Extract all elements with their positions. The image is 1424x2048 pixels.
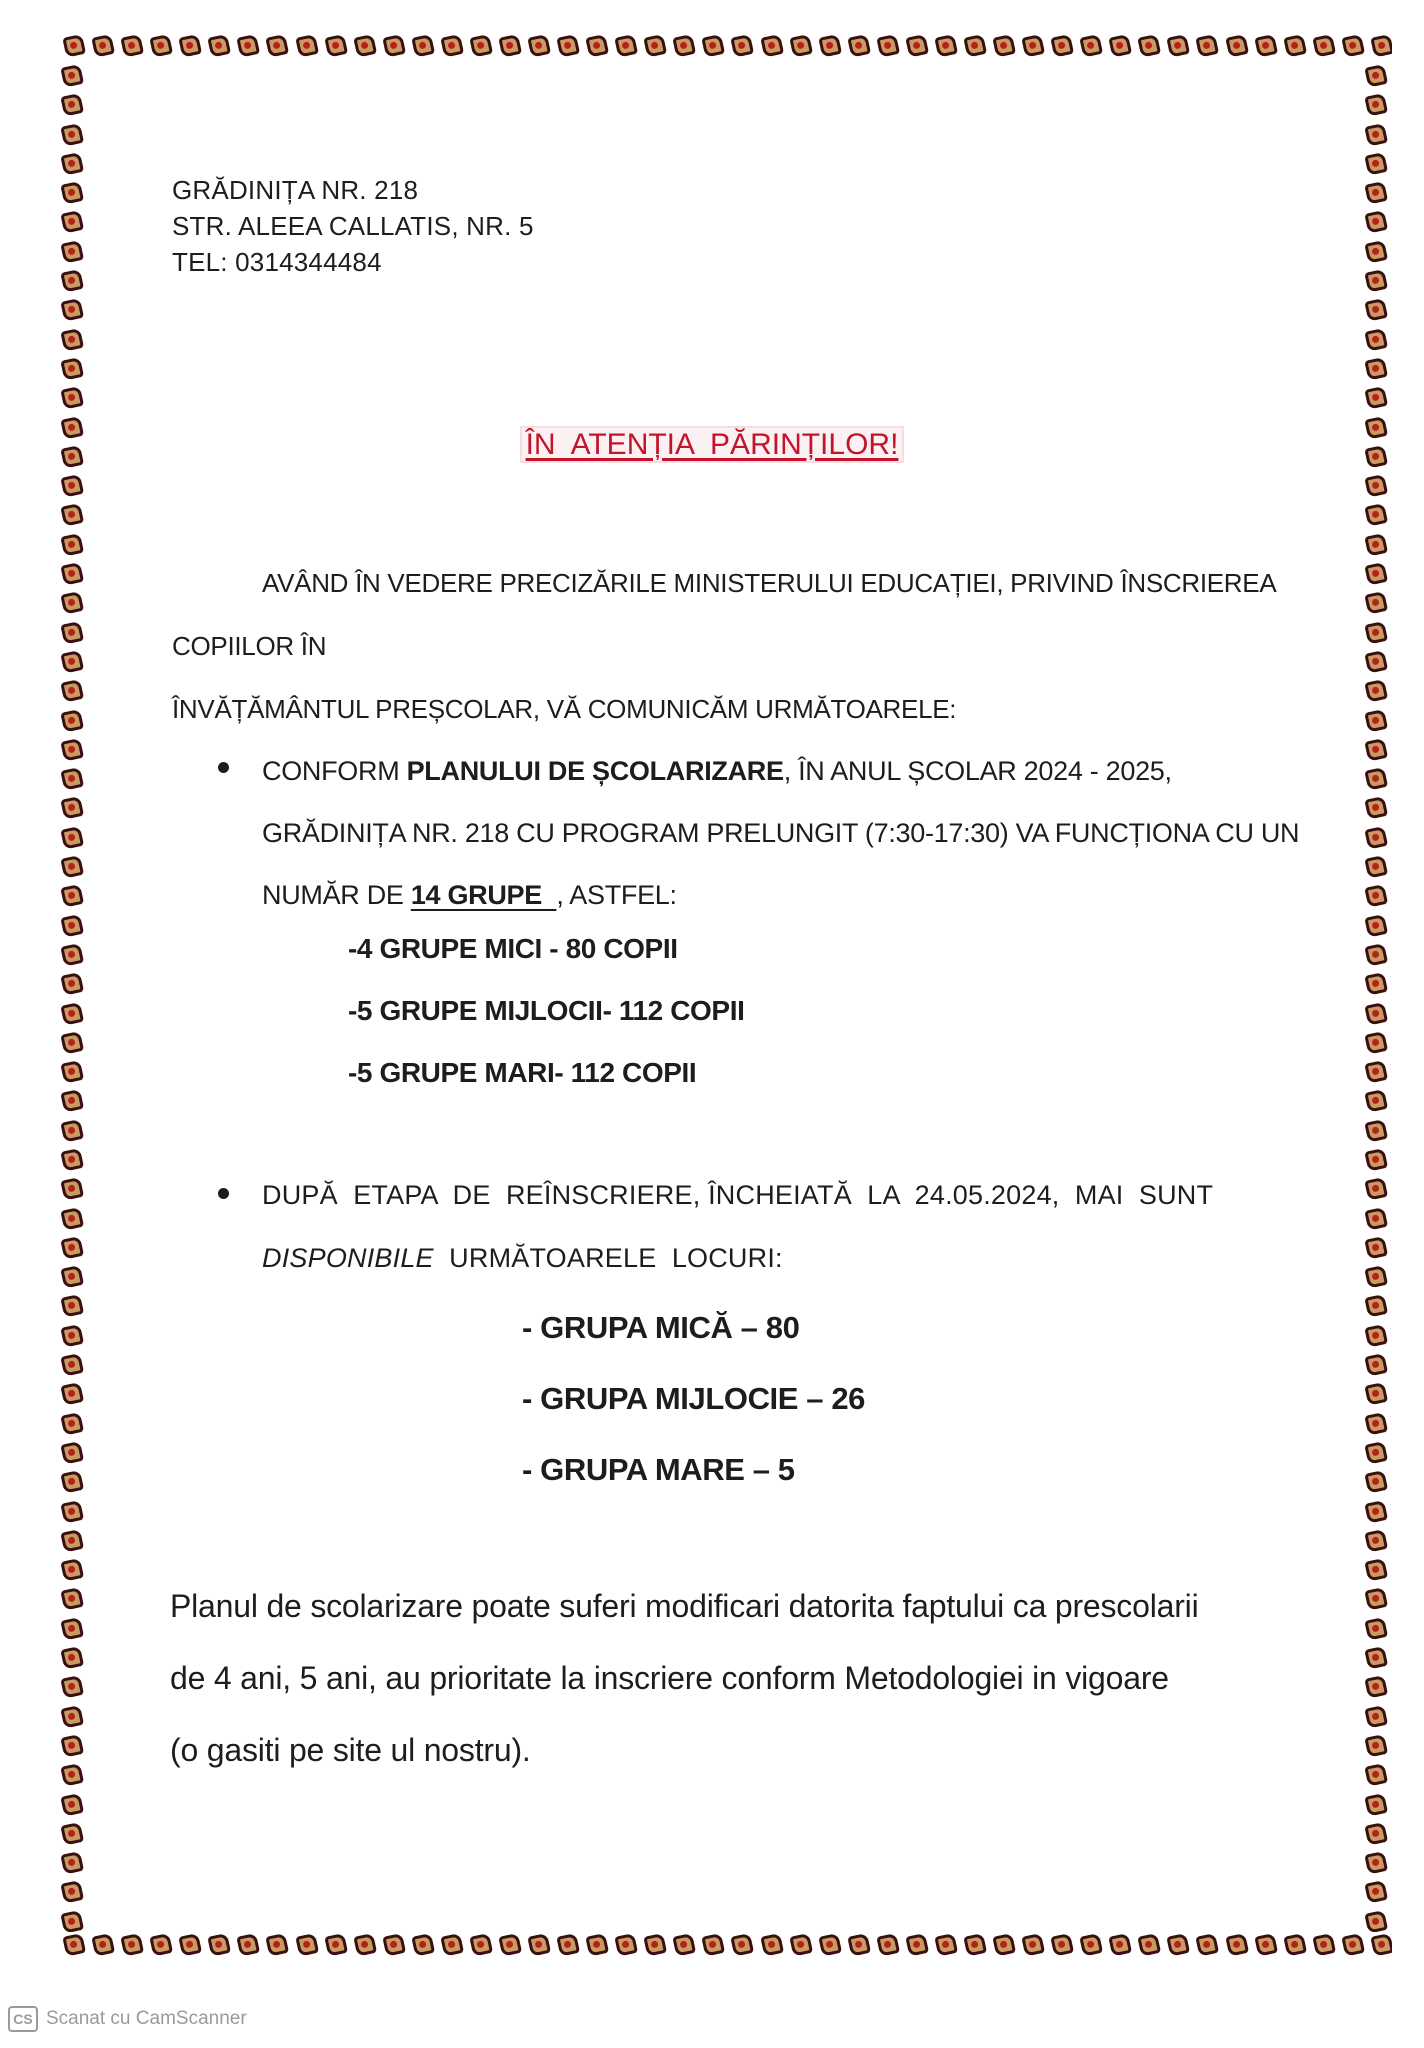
flower-border-ornament-icon [1364,150,1388,176]
flower-border-ornament-icon [903,1933,929,1957]
flower-border-ornament-icon [176,1933,202,1957]
kindergarten-phone: TEL: 0314344484 [172,247,382,277]
flower-border-ornament-icon [89,34,115,58]
flower-border-ornament-icon [60,326,84,352]
flower-border-ornament-icon [1368,34,1392,58]
flower-border-ornament-icon [60,179,84,205]
flower-border-ornament-icon [1364,1029,1388,1055]
flower-border-ornament-icon [1364,912,1388,938]
flower-border-ornament-icon [1364,941,1388,967]
flower-border-ornament-icon [60,1087,84,1113]
flower-border-ornament-icon [234,34,260,58]
flower-border-ornament-icon [1364,1468,1388,1494]
flower-border-ornament-icon [1339,1933,1365,1957]
flower-border-ornament-icon [1364,765,1388,791]
flower-border-ornament-icon [1364,1234,1388,1260]
flower-border-ornament-icon [1364,677,1388,703]
flower-border-ornament-icon [990,34,1016,58]
flower-border-ornament-icon [845,1933,871,1957]
flower-border-ornament-icon [60,589,84,615]
flower-border-ornament-icon [1193,1933,1219,1957]
flower-border-ornament-icon [322,1933,348,1957]
flower-border-ornament-icon [60,648,84,674]
flower-border-ornament-icon [60,970,84,996]
camscanner-watermark [8,2006,247,2032]
flower-border-ornament-icon [60,824,84,850]
intro-paragraph [172,552,1312,741]
flower-border-ornament-icon [60,853,84,879]
flower-border-ornament-icon [409,1933,435,1957]
flower-border-ornament-icon [60,1234,84,1260]
flower-border-ornament-icon [1281,34,1307,58]
flower-border-ornament-icon [1364,121,1388,147]
flower-border-ornament-icon [292,34,318,58]
flower-border-ornament-icon [1364,1908,1388,1932]
flower-border-ornament-icon [1222,34,1248,58]
footer-note-line-1: Planul de scolarizare poate suferi modificari datorita faptului ca prescolarii [170,1588,1199,1624]
flower-border-ornament-icon [60,1498,84,1524]
flower-border-ornament-icon [60,912,84,938]
flower-border-ornament-icon [292,1933,318,1957]
flower-border-ornament-icon [757,1933,783,1957]
flower-border-ornament-icon [118,34,144,58]
flower-border-ornament-icon [961,1933,987,1957]
flower-border-ornament-icon [60,238,84,264]
flower-border-ornament-icon [1310,1933,1336,1957]
flower-border-ornament-icon [60,1761,84,1787]
kindergarten-address: STR. ALEEA CALLATIS, NR. 5 [172,211,534,241]
flower-border-ornament-icon [1364,1292,1388,1318]
group-list-item: -4 GRUPE MICI - 80 COPII [348,933,678,964]
flower-border-ornament-icon [1364,824,1388,850]
footer-note [170,1570,1330,1786]
flower-border-ornament-icon [496,34,522,58]
flower-border-ornament-icon [1364,1146,1388,1172]
flower-border-ornament-icon [409,34,435,58]
flower-border-ornament-icon [60,64,84,88]
flower-border-ornament-icon [1019,1933,1045,1957]
flower-border-ornament-icon [816,34,842,58]
flower-border-ornament-icon [1364,736,1388,762]
flower-border-ornament-icon [438,34,464,58]
bullet2-italic-word: DISPONIBILE [262,1243,434,1273]
flower-border-ornament-icon [1364,706,1388,732]
flower-border-ornament-icon [60,150,84,176]
flower-border-ornament-icon [1164,1933,1190,1957]
decorative-border-top [62,34,1392,64]
group-list-item: -5 GRUPE MIJLOCII- 112 COPII [348,995,745,1026]
flower-border-ornament-icon [1364,1498,1388,1524]
flower-border-ornament-icon [932,34,958,58]
flower-border-ornament-icon [496,1933,522,1957]
flower-border-ornament-icon [1164,34,1190,58]
flower-border-ornament-icon [60,1058,84,1084]
flower-border-ornament-icon [60,1790,84,1816]
flower-border-ornament-icon [62,1933,86,1957]
group-list [348,918,744,1104]
bullet-school-plan [262,740,1322,926]
flower-border-ornament-icon [263,1933,289,1957]
flower-border-ornament-icon [60,1117,84,1143]
flower-border-ornament-icon [932,1933,958,1957]
flower-border-ornament-icon [1364,1175,1388,1201]
flower-border-ornament-icon [60,1556,84,1582]
flower-border-ornament-icon [60,1527,84,1553]
flower-border-ornament-icon [60,1732,84,1758]
available-place-item: - GRUPA MIJLOCIE – 26 [522,1381,865,1416]
available-places-list [522,1292,865,1505]
flower-border-ornament-icon [1364,1351,1388,1377]
flower-border-ornament-icon [60,472,84,498]
flower-border-ornament-icon [60,1615,84,1641]
flower-border-ornament-icon [1364,1410,1388,1436]
flower-border-ornament-icon [1077,34,1103,58]
bullet2-line-2 [262,1227,1322,1290]
flower-border-ornament-icon [60,794,84,820]
watermark-text: Scanat cu CamScanner [46,2008,247,2029]
kindergarten-header [172,172,534,280]
decorative-border-right [1364,64,1394,1932]
flower-border-ornament-icon [176,34,202,58]
flower-border-ornament-icon [60,267,84,293]
flower-border-ornament-icon [1364,208,1388,234]
flower-border-ornament-icon [641,34,667,58]
flower-border-ornament-icon [351,34,377,58]
bullet1-prefix: CONFORM [262,756,407,786]
flower-border-ornament-icon [1364,589,1388,615]
flower-border-ornament-icon [1364,1849,1388,1875]
flower-border-ornament-icon [60,384,84,410]
flower-border-ornament-icon [525,1933,551,1957]
flower-border-ornament-icon [1310,34,1336,58]
flower-border-ornament-icon [1364,1205,1388,1231]
flower-border-ornament-icon [60,765,84,791]
flower-border-ornament-icon [1077,1933,1103,1957]
intro-line-2: ÎNVĂȚĂMÂNTUL PREȘCOLAR, VĂ COMUNICĂM URMĂTOARELE: [172,694,957,724]
flower-border-ornament-icon [1135,1933,1161,1957]
flower-border-ornament-icon [60,1673,84,1699]
flower-border-ornament-icon [903,34,929,58]
flower-border-ornament-icon [60,1351,84,1377]
flower-border-ornament-icon [728,34,754,58]
bullet-dot-icon [218,762,229,773]
flower-border-ornament-icon [1364,179,1388,205]
flower-border-ornament-icon [1364,1790,1388,1816]
flower-border-ornament-icon [1019,34,1045,58]
flower-border-ornament-icon [874,1933,900,1957]
flower-border-ornament-icon [1364,501,1388,527]
flower-border-ornament-icon [1364,999,1388,1025]
flower-border-ornament-icon [467,1933,493,1957]
flower-border-ornament-icon [60,91,84,117]
flower-border-ornament-icon [1364,1761,1388,1787]
bullet1-line-2: GRĂDINIȚA NR. 218 CU PROGRAM PRELUNGIT (7:30-17:30) VA FUNCȚIONA CU UN [262,818,1300,848]
flower-border-ornament-icon [147,34,173,58]
flower-border-ornament-icon [1364,1322,1388,1348]
flower-border-ornament-icon [60,560,84,586]
bullet-dot-icon [218,1188,229,1199]
flower-border-ornament-icon [1364,1058,1388,1084]
flower-border-ornament-icon [1364,560,1388,586]
flower-border-ornament-icon [60,1439,84,1465]
bullet1-line3-suffix: , ASTFEL: [556,880,677,910]
flower-border-ornament-icon [990,1933,1016,1957]
flower-border-ornament-icon [62,34,86,58]
flower-border-ornament-icon [554,34,580,58]
flower-border-ornament-icon [583,34,609,58]
flower-border-ornament-icon [60,1146,84,1172]
flower-border-ornament-icon [670,1933,696,1957]
kindergarten-name: GRĂDINIȚA NR. 218 [172,175,419,205]
flower-border-ornament-icon [1364,91,1388,117]
flower-border-ornament-icon [1364,1087,1388,1113]
flower-border-ornament-icon [787,1933,813,1957]
flower-border-ornament-icon [1364,1644,1388,1670]
flower-border-ornament-icon [1368,1933,1392,1957]
flower-border-ornament-icon [1364,267,1388,293]
flower-border-ornament-icon [60,1849,84,1875]
flower-border-ornament-icon [1364,472,1388,498]
flower-border-ornament-icon [1106,1933,1132,1957]
flower-border-ornament-icon [699,34,725,58]
flower-border-ornament-icon [1364,794,1388,820]
flower-border-ornament-icon [147,1933,173,1957]
flower-border-ornament-icon [438,1933,464,1957]
flower-border-ornament-icon [1364,1615,1388,1641]
flower-border-ornament-icon [554,1933,580,1957]
bullet1-line3-prefix: NUMĂR DE [262,880,411,910]
flower-border-ornament-icon [60,1410,84,1436]
flower-border-ornament-icon [1364,238,1388,264]
flower-border-ornament-icon [234,1933,260,1957]
flower-border-ornament-icon [60,1878,84,1904]
flower-border-ornament-icon [641,1933,667,1957]
flower-border-ornament-icon [1048,1933,1074,1957]
flower-border-ornament-icon [1106,34,1132,58]
flower-border-ornament-icon [322,34,348,58]
flower-border-ornament-icon [60,1322,84,1348]
flower-border-ornament-icon [1252,34,1278,58]
flower-border-ornament-icon [205,34,231,58]
flower-border-ornament-icon [60,1292,84,1318]
flower-border-ornament-icon [1364,1703,1388,1729]
flower-border-ornament-icon [60,999,84,1025]
flower-border-ornament-icon [205,1933,231,1957]
flower-border-ornament-icon [1364,1527,1388,1553]
flower-border-ornament-icon [1339,34,1365,58]
footer-note-line-2: de 4 ani, 5 ani, au prioritate la inscriere conform Metodologiei in vigoare [170,1660,1169,1696]
bullet1-bold-phrase: PLANULUI DE ȘCOLARIZARE [406,756,784,786]
flower-border-ornament-icon [467,34,493,58]
group-count: 14 GRUPE [410,880,557,910]
flower-border-ornament-icon [699,1933,725,1957]
flower-border-ornament-icon [1364,853,1388,879]
flower-border-ornament-icon [60,706,84,732]
flower-border-ornament-icon [1252,1933,1278,1957]
flower-border-ornament-icon [60,1380,84,1406]
flower-border-ornament-icon [583,1933,609,1957]
flower-border-ornament-icon [380,1933,406,1957]
flower-border-ornament-icon [60,1644,84,1670]
flower-border-ornament-icon [60,1175,84,1201]
flower-border-ornament-icon [612,1933,638,1957]
flower-border-ornament-icon [60,677,84,703]
flower-border-ornament-icon [525,34,551,58]
flower-border-ornament-icon [1364,1732,1388,1758]
flower-border-ornament-icon [60,1263,84,1289]
flower-border-ornament-icon [1222,1933,1248,1957]
flower-border-ornament-icon [845,34,871,58]
bullet2-line2-suffix: URMĂTOARELE LOCURI: [433,1243,783,1273]
bullet-available-places [262,1164,1322,1290]
available-place-item: - GRUPA MARE – 5 [522,1452,795,1487]
flower-border-ornament-icon [1364,1263,1388,1289]
flower-border-ornament-icon [60,208,84,234]
flower-border-ornament-icon [60,355,84,381]
flower-border-ornament-icon [1364,326,1388,352]
intro-line-1: AVÂND ÎN VEDERE PRECIZĂRILE MINISTERULUI EDUCAȚIEI, PRIVIND ÎNSCRIEREA COPIILOR ÎN [172,568,1275,661]
flower-border-ornament-icon [60,1820,84,1846]
bullet2-line-1: DUPĂ ETAPA DE REÎNSCRIERE, ÎNCHEIATĂ LA 24.05.2024, MAI SUNT [262,1180,1214,1210]
flower-border-ornament-icon [1364,64,1388,88]
notice-title [0,428,1424,462]
bullet1-suffix: , ÎN ANUL ȘCOLAR 2024 - 2025, [783,756,1172,786]
flower-border-ornament-icon [60,1908,84,1932]
decorative-border-left [60,64,90,1932]
flower-border-ornament-icon [787,34,813,58]
flower-border-ornament-icon [1364,648,1388,674]
flower-border-ornament-icon [60,121,84,147]
flower-border-ornament-icon [728,1933,754,1957]
bullet1-line-3 [262,864,1322,926]
bullet1-line-1 [262,740,1322,802]
flower-border-ornament-icon [60,1029,84,1055]
flower-border-ornament-icon [1193,34,1219,58]
flower-border-ornament-icon [1364,1556,1388,1582]
flower-border-ornament-icon [60,296,84,322]
flower-border-ornament-icon [1364,1117,1388,1143]
flower-border-ornament-icon [1364,355,1388,381]
flower-border-ornament-icon [612,34,638,58]
flower-border-ornament-icon [1281,1933,1307,1957]
flower-border-ornament-icon [60,941,84,967]
flower-border-ornament-icon [1364,1878,1388,1904]
footer-note-line-3: (o gasiti pe site ul nostru). [170,1732,531,1768]
flower-border-ornament-icon [60,531,84,557]
flower-border-ornament-icon [1364,1673,1388,1699]
flower-border-ornament-icon [1364,882,1388,908]
notice-title-text: ÎN ATENȚIA PĂRINȚILOR! [522,428,903,461]
flower-border-ornament-icon [1048,34,1074,58]
flower-border-ornament-icon [351,1933,377,1957]
flower-border-ornament-icon [118,1933,144,1957]
camscanner-logo-icon: CS [8,2006,38,2032]
flower-border-ornament-icon [263,34,289,58]
flower-border-ornament-icon [1364,1820,1388,1846]
flower-border-ornament-icon [60,1205,84,1231]
flower-border-ornament-icon [1364,619,1388,645]
flower-border-ornament-icon [874,34,900,58]
flower-border-ornament-icon [1364,970,1388,996]
flower-border-ornament-icon [1364,1380,1388,1406]
flower-border-ornament-icon [670,34,696,58]
flower-border-ornament-icon [60,619,84,645]
flower-border-ornament-icon [60,882,84,908]
flower-border-ornament-icon [961,34,987,58]
flower-border-ornament-icon [60,1468,84,1494]
flower-border-ornament-icon [1364,531,1388,557]
flower-border-ornament-icon [60,501,84,527]
flower-border-ornament-icon [1135,34,1161,58]
flower-border-ornament-icon [60,1585,84,1611]
flower-border-ornament-icon [380,34,406,58]
flower-border-ornament-icon [60,1703,84,1729]
available-place-item: - GRUPA MICĂ – 80 [522,1310,800,1345]
flower-border-ornament-icon [89,1933,115,1957]
flower-border-ornament-icon [816,1933,842,1957]
flower-border-ornament-icon [1364,1585,1388,1611]
flower-border-ornament-icon [1364,384,1388,410]
flower-border-ornament-icon [1364,1439,1388,1465]
decorative-border-bottom [62,1933,1392,1963]
group-list-item: -5 GRUPE MARI- 112 COPII [348,1057,697,1088]
flower-border-ornament-icon [757,34,783,58]
flower-border-ornament-icon [1364,296,1388,322]
flower-border-ornament-icon [60,736,84,762]
